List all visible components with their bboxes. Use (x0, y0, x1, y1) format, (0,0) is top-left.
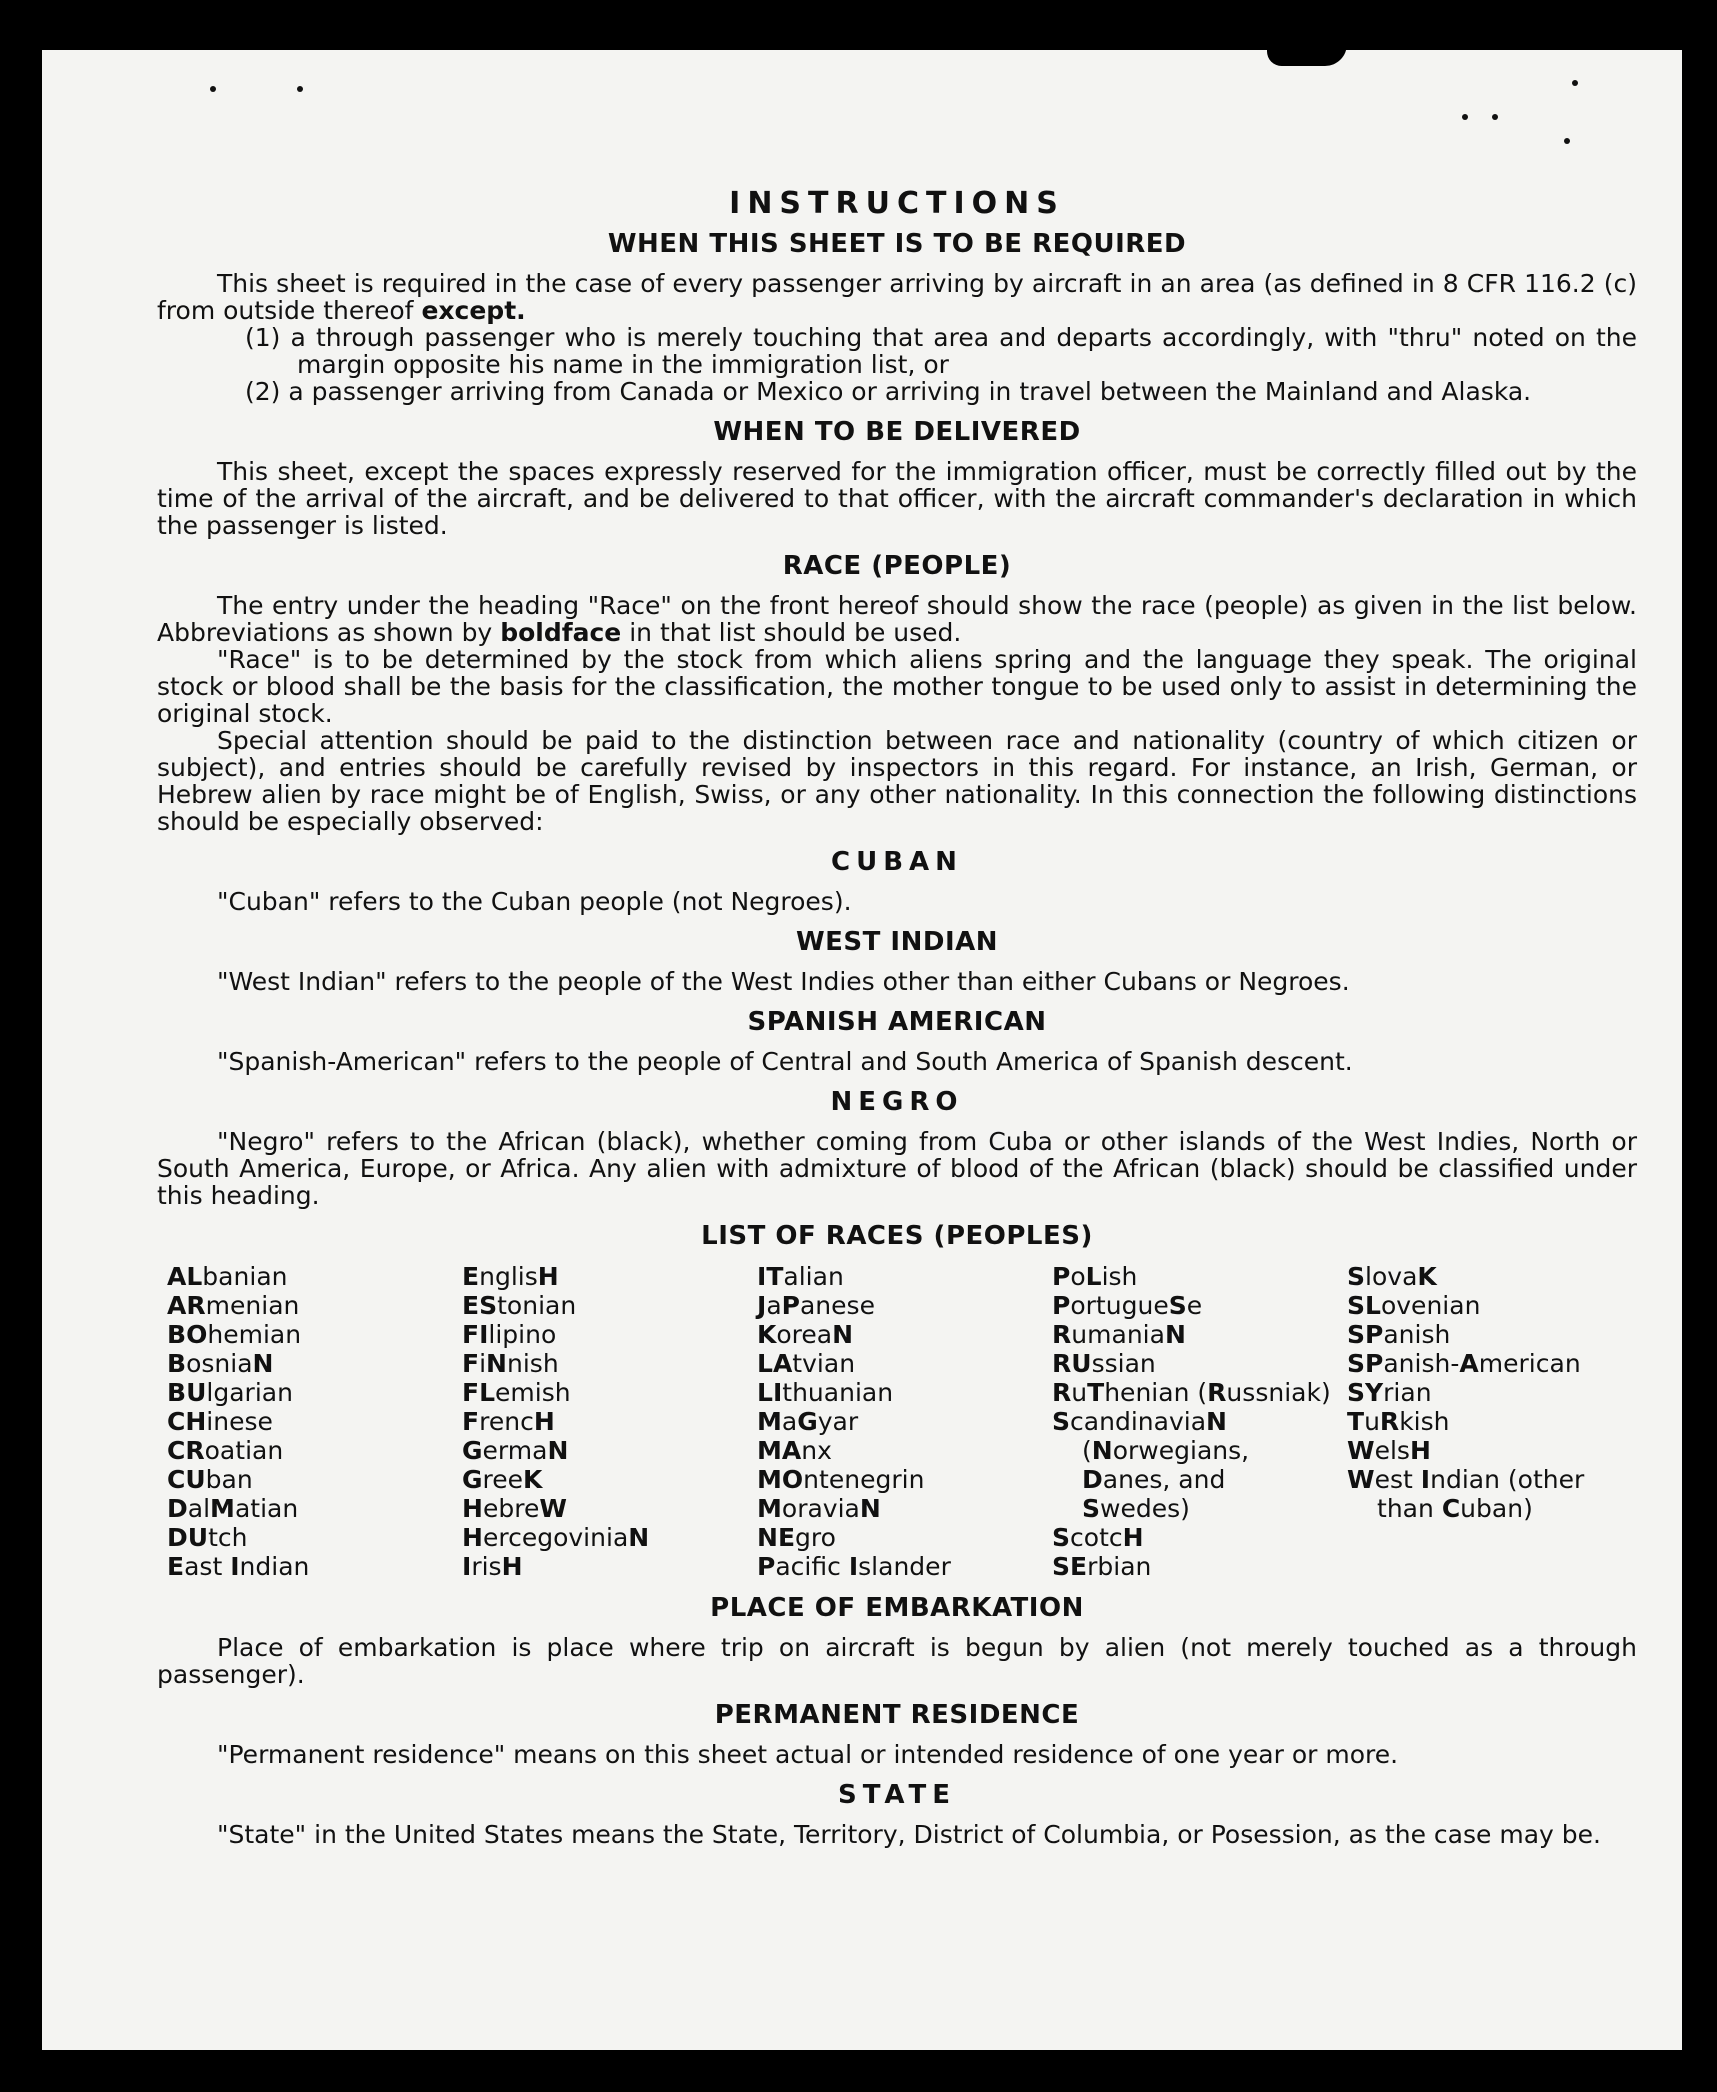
race-entry: SPanish-American (1347, 1349, 1581, 1378)
west-indian-text: "West Indian" refers to the people of the West Indies other than either Cubans or Negroes. (217, 967, 1350, 996)
race-entry: SErbian (1052, 1552, 1152, 1581)
race-entry: MAnx (757, 1436, 832, 1465)
race-entry: WelsH (1347, 1436, 1431, 1465)
state-text: "State" in the United States means the State, Territory, District of Columbia, or Posession, as the case may be. (217, 1820, 1601, 1849)
section-heading-state: STATE (837, 1780, 957, 1810)
race-entry: FiNnish (462, 1349, 559, 1378)
section-heading-when-delivered: WHEN TO BE DELIVERED (713, 417, 1081, 447)
race-entry: GreeK (462, 1465, 543, 1494)
race-entry: DUtch (167, 1523, 248, 1552)
when-required-item-2: (2) a passenger arriving from Canada or Mexico or arriving in travel between the Mainland and Alaska. (245, 377, 1532, 406)
race-entry: EStonian (462, 1291, 577, 1320)
race-paragraph-1: The entry under the heading "Race" on the front hereof should show the race (people) as given in the list below. Abbreviations as shown by boldface in that list should be used. (157, 591, 1637, 647)
race-entry: BosniaN (167, 1349, 274, 1378)
section-heading-list-of-races: LIST OF RACES (PEOPLES) (701, 1221, 1093, 1251)
section-heading-permanent-residence: PERMANENT RESIDENCE (714, 1700, 1080, 1730)
race-entry: FIlipino (462, 1320, 557, 1349)
section-heading-when-required: WHEN THIS SHEET IS TO BE REQUIRED (607, 229, 1187, 259)
race-entry: LAtvian (757, 1349, 856, 1378)
race-entry: ScotcH (1052, 1523, 1144, 1552)
race-entry: LIthuanian (757, 1378, 894, 1407)
race-entry: BOhemian (167, 1320, 302, 1349)
race-entry: TuRkish (1347, 1407, 1450, 1436)
section-heading-cuban: CUBAN (831, 847, 963, 877)
race-entry: SPanish (1347, 1320, 1451, 1349)
race-entry: SLovenian (1347, 1291, 1481, 1320)
race-entry: GermaN (462, 1436, 569, 1465)
negro-text: "Negro" refers to the African (black), whether coming from Cuba or other islands of the West Indies, North or South America, Europe, or Africa. Any alien with admixture of blood of the African (black) should be classified under this heading. (157, 1127, 1637, 1210)
cuban-text: "Cuban" refers to the Cuban people (not Negroes). (217, 887, 852, 916)
when-required-intro: This sheet is required in the case of every passenger arriving by aircraft in an area (as defined in 8 CFR 116.2 (c) from outside thereof except. (157, 269, 1637, 325)
scan-smudge (1267, 44, 1347, 66)
race-entry: than Cuban) (1377, 1494, 1533, 1523)
race-entry: (Norwegians, (1082, 1436, 1250, 1465)
races-column-1 (167, 1262, 457, 1581)
race-entry: PortugueSe (1052, 1291, 1203, 1320)
race-entry: IrisH (462, 1552, 523, 1581)
race-entry: ARmenian (167, 1291, 300, 1320)
races-column-3 (757, 1262, 1047, 1581)
race-entry: CUban (167, 1465, 253, 1494)
race-entry: SlovaK (1347, 1262, 1437, 1291)
race-entry: ScandinaviaN (1052, 1407, 1227, 1436)
races-column-5 (1347, 1262, 1637, 1581)
race-paragraph-2: "Race" is to be determined by the stock from which aliens spring and the language they speak. The original stock or blood shall be the basis for the classification, the mother tongue to be used only to assist in determining the original stock. (157, 645, 1637, 728)
race-entry: MoraviaN (757, 1494, 881, 1523)
page-title: INSTRUCTIONS (729, 186, 1065, 221)
race-entry: MOntenegrin (757, 1465, 925, 1494)
race-entry: West Indian (other (1347, 1465, 1585, 1494)
race-entry: CHinese (167, 1407, 273, 1436)
boldface-keyword: boldface (500, 618, 622, 647)
race-entry: JaPanese (757, 1291, 875, 1320)
spanish-american-text: "Spanish-American" refers to the people of Central and South America of Spanish descent. (217, 1047, 1353, 1076)
scan-speck (297, 86, 303, 92)
scan-speck (210, 86, 216, 92)
when-delivered-text: This sheet, except the spaces expressly reserved for the immigration officer, must be correctly filled out by the time of the arrival of the aircraft, and be delivered to that officer, with the aircraft commander's declaration in which the passenger is listed. (157, 457, 1637, 540)
race-entry: East Indian (167, 1552, 310, 1581)
race-entry: HebreW (462, 1494, 567, 1523)
race-entry: RumaniaN (1052, 1320, 1186, 1349)
when-required-item-1: (1) a through passenger who is merely touching that area and departs accordingly, with "thru" noted on the margin opposite his name in the immigration list, or (245, 323, 1637, 379)
races-column-2 (462, 1262, 752, 1581)
race-entry: MaGyar (757, 1407, 859, 1436)
race-entry: EnglisH (462, 1262, 559, 1291)
race-entry: ALbanian (167, 1262, 288, 1291)
race-entry: BUlgarian (167, 1378, 293, 1407)
race-entry: SYrian (1347, 1378, 1432, 1407)
race-entry: HercegoviniaN (462, 1523, 650, 1552)
race-entry: PoLish (1052, 1262, 1138, 1291)
document-page (42, 50, 1682, 2050)
race-entry: FrencH (462, 1407, 555, 1436)
scan-speck (1564, 138, 1570, 144)
race-entry: ITalian (757, 1262, 844, 1291)
race-entry: FLemish (462, 1378, 571, 1407)
section-heading-race: RACE (PEOPLE) (782, 551, 1012, 581)
embarkation-text: Place of embarkation is place where trip on aircraft is begun by alien (not merely touched as a through passenger). (157, 1633, 1637, 1689)
race-entry: RUssian (1052, 1349, 1156, 1378)
section-heading-spanish-american: SPANISH AMERICAN (747, 1007, 1047, 1037)
race-entry: RuThenian (Russniak) (1052, 1378, 1331, 1407)
scan-speck (1462, 114, 1468, 120)
race-entry: Danes, and (1082, 1465, 1226, 1494)
race-entry: CRoatian (167, 1436, 284, 1465)
race-entry: Pacifc Islander (757, 1552, 951, 1581)
section-heading-negro: NEGRO (830, 1087, 964, 1117)
permanent-residence-text: "Permanent residence" means on this sheet actual or intended residence of one year or more. (217, 1740, 1399, 1769)
section-heading-west-indian: WEST INDIAN (795, 927, 999, 957)
scan-speck (1492, 114, 1498, 120)
except-keyword: except. (421, 296, 526, 325)
section-heading-embarkation: PLACE OF EMBARKATION (710, 1593, 1084, 1623)
scan-speck (1572, 80, 1578, 86)
race-entry: DalMatian (167, 1494, 299, 1523)
race-paragraph-3: Special attention should be paid to the distinction between race and nationality (country of which citizen or subject), and entries should be carefully revised by inspectors in this regard. For instance, an Irish, German, or Hebrew alien by race might be of English, Swiss, or any other nationality. In this connection the following distinctions should be especially observed: (157, 726, 1637, 836)
races-column-4 (1052, 1262, 1342, 1581)
race-entry: KoreaN (757, 1320, 854, 1349)
race-entry: NEgro (757, 1523, 836, 1552)
instructions-body (157, 186, 1637, 1849)
race-entry: Swedes) (1082, 1494, 1190, 1523)
races-list (157, 1262, 1637, 1581)
